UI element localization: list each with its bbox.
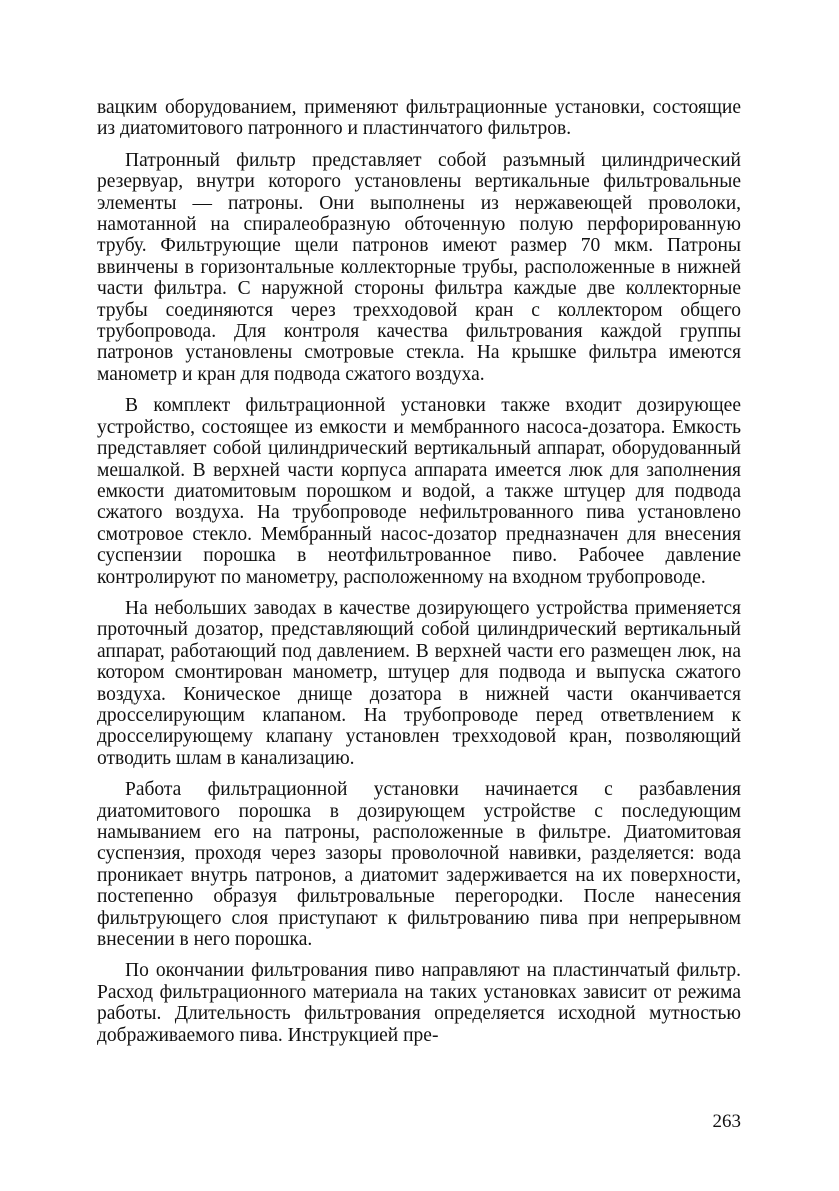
page-number: 263: [712, 1111, 741, 1132]
page-body: [97, 97, 741, 1056]
paragraph-operation: Работа фильтрационной установки начинается с разбавления диатомитового порошка в дозирующем устройстве с последующим намыванием его на патроны, расположенные в фильтре. Диатомитовая суспензия, проходя через зазоры проволочной навивки, разделяется: вода проникает внутрь патронов, а диатомит задерживается на их поверхности, постепенно образуя фильтровальные перегородки. После нанесения фильтрующего слоя приступают к фильтрованию пива при непрерывном внесении в него порошка.: [97, 779, 741, 951]
paragraph-continuation: вацким оборудованием, применяют фильтрационные установки, состоящие из диатомитового патронного и пластинчатого фильтров.: [97, 97, 741, 140]
paragraph-dosing-device: В комплект фильтрационной установки также входит дозирующее устройство, состоящее из емкости и мембранного насоса-дозатора. Емкость представляет собой цилиндрический вертикальный аппарат, оборудованный мешалкой. В верхней части корпуса аппарата имеется люк для заполнения емкости диатомитовым порошком и водой, а также штуцер для подвода сжатого воздуха. На трубопроводе нефильтрованного пива установлено смотровое стекло. Мембранный насос-дозатор предназначен для внесения суспензии порошка в неотфильтрованное пиво. Рабочее давление контролируют по манометру, расположенному на входном трубопроводе.: [97, 395, 741, 588]
paragraph-cartridge-filter: Патронный фильтр представляет собой разъмный цилиндрический резервуар, внутри которого установлены вертикальные фильтровальные элементы — патроны. Они выполнены из нержавеющей проволоки, намотанной на спиралеобразную обточенную полую перфорированную трубу. Фильтрующие щели патронов имеют размер 70 мкм. Патроны ввинчены в горизонтальные коллекторные трубы, расположенные в нижней части фильтра. С наружной стороны фильтра каждые две коллекторные трубы соединяются через трехходовой кран с коллектором общего трубопровода. Для контроля качества фильтрования каждой группы патронов установлены смотровые стекла. На крышке фильтра имеются манометр и кран для подвода сжатого воздуха.: [97, 149, 741, 385]
paragraph-flow-doser: На небольших заводах в качестве дозирующего устройства применяется проточный дозатор, представляющий собой цилиндрический вертикальный аппарат, работающий под давлением. В верхней части его размещен люк, на котором смонтирован манометр, штуцер для подвода и выпуска сжатого воздуха. Коническое днище дозатора в нижней части оканчивается дросселирующим клапаном. На трубопроводе перед ответвлением к дросселирующему клапану установлен трехходовой кран, позволяющий отводить шлам в канализацию.: [97, 597, 741, 769]
paragraph-plate-filter: По окончании фильтрования пиво направляют на пластинчатый фильтр. Расход фильтрационного материала на таких установках зависит от режима работы. Длительность фильтрования определяется исходной мутностью дображиваемого пива. Инструкцией пре-: [97, 960, 741, 1046]
